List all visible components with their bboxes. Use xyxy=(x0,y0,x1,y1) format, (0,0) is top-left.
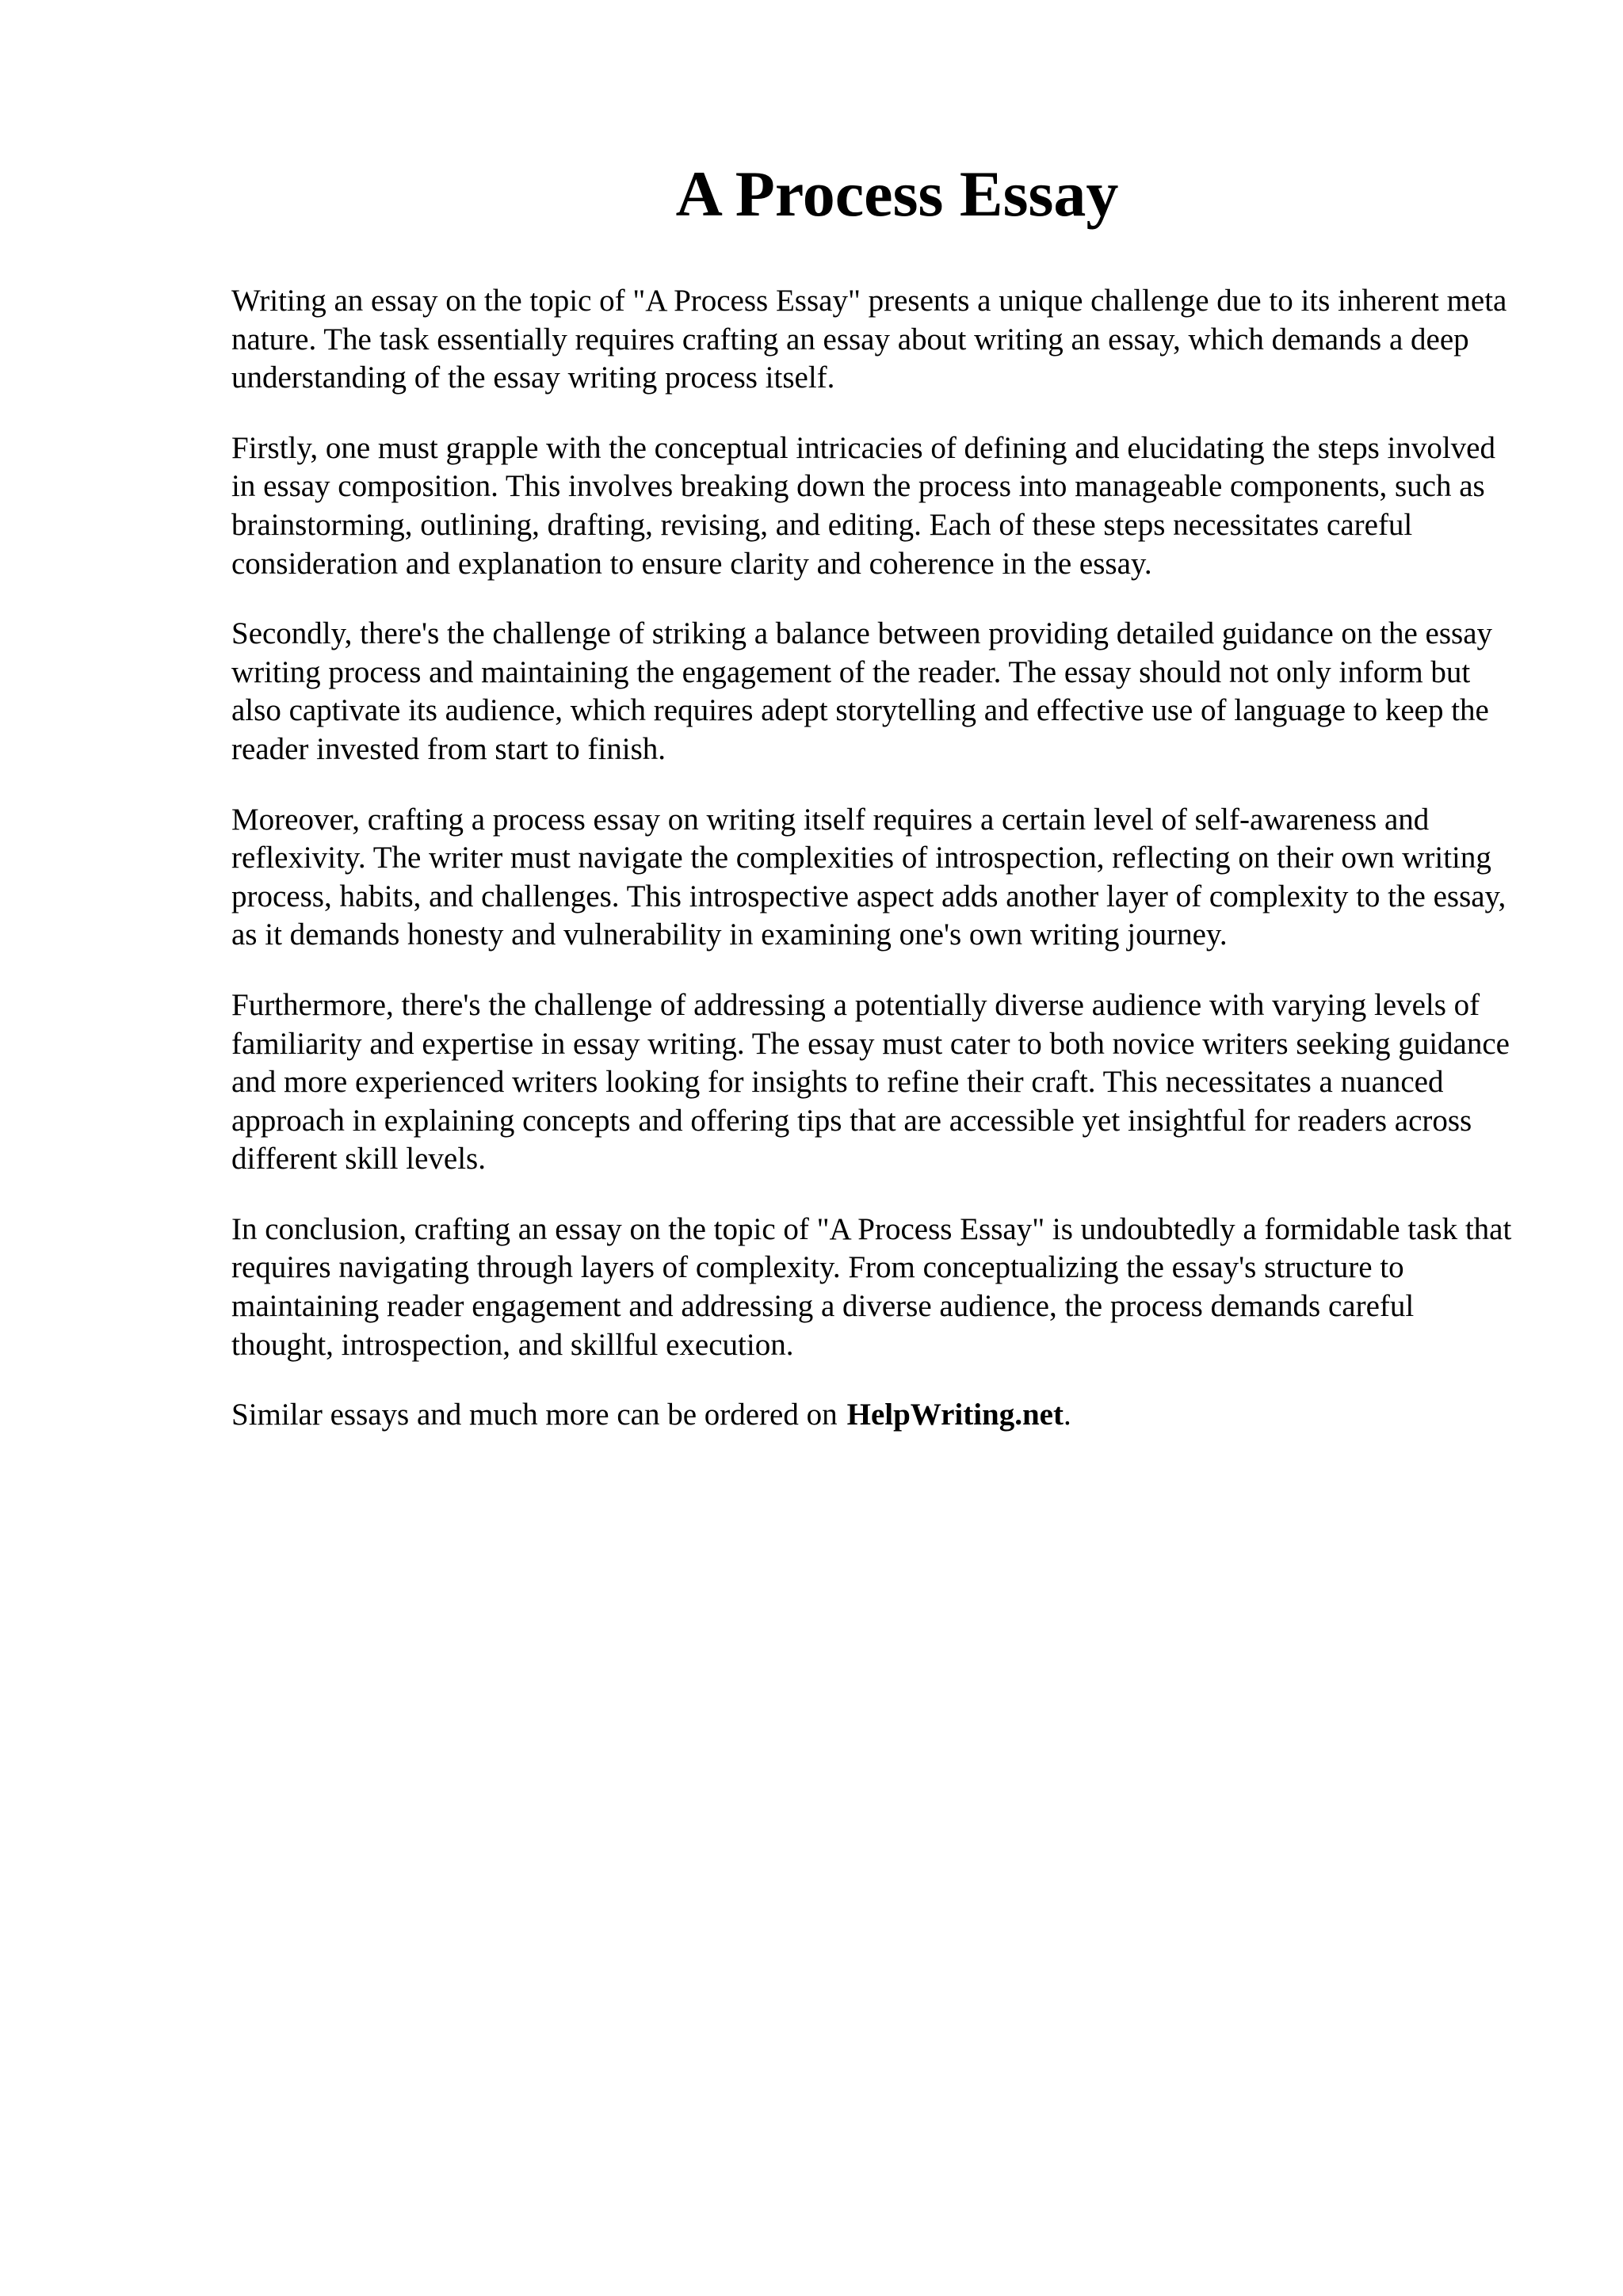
paragraph-intro: Writing an essay on the topic of "A Process Essay" presents a unique challenge due to its inherent meta nature. The task essentially requires crafting an essay about writing an essay, which demands a deep understanding of the essay writing process itself. xyxy=(231,284,1507,395)
footer-suffix: . xyxy=(1063,1398,1071,1432)
paragraph-moreover: Moreover, crafting a process essay on writing itself requires a certain level of self-awareness and reflexivity. The writer must navigate the complexities of introspection, reflecting on their own writing process, habits, and challenges. This introspective aspect adds another layer of complexity to the essay, as it demands honesty and vulnerability in examining one's own writing journey. xyxy=(231,802,1507,952)
document-title: A Process Essay xyxy=(675,158,1119,230)
footer-prefix: Similar essays and much more can be ordered on xyxy=(231,1398,838,1432)
paragraph-firstly: Firstly, one must grapple with the conceptual intricacies of defining and elucidating the steps involved in essay composition. This involves breaking down the process into manageable components, such as brainstorming, outlining, drafting, revising, and editing. Each of these steps necessitates careful consideration and explanation to ensure clarity and coherence in the essay. xyxy=(231,430,1495,581)
document-content xyxy=(231,151,1515,1435)
paragraph-secondly: Secondly, there's the challenge of striking a balance between providing detailed guidance on the essay writing process and maintaining the engagement of the reader. The essay should not only inform but also captivate its audience, which requires adept storytelling and effective use of language to keep the reader invested from start to finish. xyxy=(231,616,1493,766)
brand-link[interactable]: HelpWriting.net xyxy=(846,1398,1064,1432)
footer-note xyxy=(231,1396,1515,1435)
paragraph-furthermore: Furthermore, there's the challenge of addressing a potentially diverse audience with varying levels of familiarity and expertise in essay writing. The essay must cater to both novice writers seeking guidance and more experienced writers looking for insights to refine their craft. This necessitates a nuanced approach in explaining concepts and offering tips that are accessible yet insightful for readers across different skill levels. xyxy=(231,987,1510,1177)
paragraph-conclusion: In conclusion, crafting an essay on the topic of "A Process Essay" is undoubtedly a formidable task that requires navigating through layers of complexity. From conceptualizing the essay's structure to maintaining reader engagement and addressing a diverse audience, the process demands careful thought, introspection, and skillful execution. xyxy=(231,1211,1512,1362)
